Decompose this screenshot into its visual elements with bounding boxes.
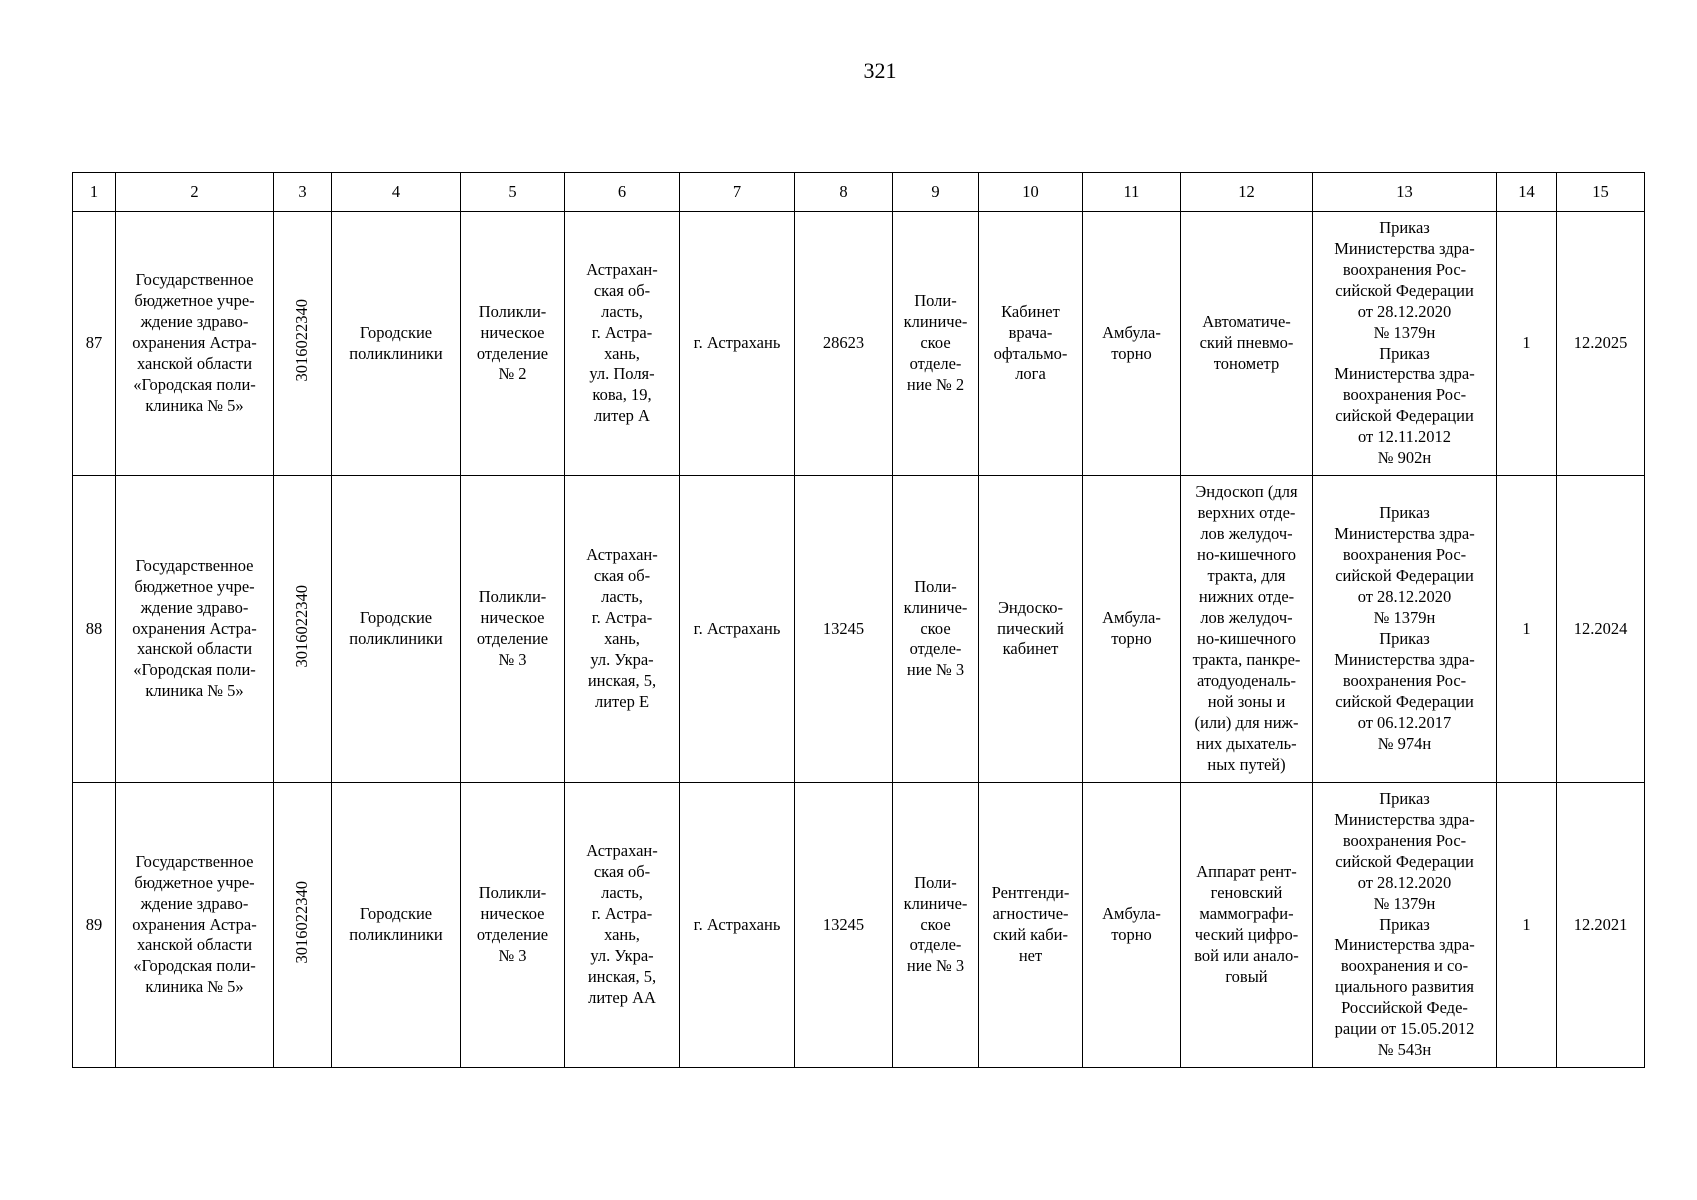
facility-type-text: Городские поликлиники <box>349 322 443 363</box>
orders <box>1313 476 1497 783</box>
header-cell-14: 14 <box>1497 173 1557 212</box>
department-text: Поликли- ническое отделение № 3 <box>476 587 549 669</box>
room <box>979 476 1083 783</box>
room <box>979 783 1083 1068</box>
row-number: 88 <box>73 476 116 783</box>
header-cell-2: 2 <box>116 173 274 212</box>
address-text: Астрахан- ская об- ласть, г. Астра- хань, ул. Укра- инская, 5, литер Е <box>586 545 658 711</box>
table-row <box>73 476 1645 783</box>
equipment <box>1181 783 1313 1068</box>
inn-value: 3016022340 <box>292 880 312 964</box>
code: 13245 <box>795 783 893 1068</box>
address <box>565 212 680 476</box>
room-text: Рентгенди- агностиче- ский каби- нет <box>991 883 1070 965</box>
header-cell-7: 7 <box>680 173 795 212</box>
equipment-table <box>72 172 1645 1068</box>
header-cell-9: 9 <box>893 173 979 212</box>
unit <box>893 476 979 783</box>
care-form-text: Амбула- торно <box>1102 608 1161 648</box>
facility-type-text: Городские поликлиники <box>349 904 443 944</box>
room-text: Эндоско- пический кабинет <box>997 597 1064 659</box>
facility-type-text: Городские поликлиники <box>349 608 443 648</box>
care-form <box>1083 476 1181 783</box>
code: 13245 <box>795 476 893 783</box>
table-header-row <box>73 173 1645 212</box>
room <box>979 212 1083 476</box>
page-number: 321 <box>863 58 897 83</box>
inn-value: 3016022340 <box>292 584 312 668</box>
date: 12.2021 <box>1557 783 1645 1068</box>
header-cell-13: 13 <box>1313 173 1497 212</box>
care-form-text: Амбула- торно <box>1102 904 1161 944</box>
department-text: Поликли- ническое отделение № 3 <box>476 883 549 965</box>
care-form <box>1083 783 1181 1068</box>
inn-value: 3016022340 <box>292 299 312 382</box>
header-cell-1: 1 <box>73 173 116 212</box>
orders-text: Приказ Министерства здра- воохранения Рос- сийской Федерации от 28.12.2020 № 1379н Приказ Министерства здра- воохранения Рос- сийской Федерации от 12.11.2012 № 902н <box>1334 217 1475 468</box>
city: г. Астрахань <box>680 783 795 1068</box>
header-cell-8: 8 <box>795 173 893 212</box>
facility-type <box>332 212 461 476</box>
inn-cell <box>274 212 332 476</box>
inn-cell <box>274 783 332 1068</box>
organization-name-text: Государственное бюджетное учре- ждение здраво- охранения Астра- ханской области «Городская поли- клиника № 5» <box>132 555 257 701</box>
header-cell-5: 5 <box>461 173 565 212</box>
unit-text: Поли- клиниче- ское отделе- ние № 2 <box>903 291 968 394</box>
department-text: Поликли- ническое отделение № 2 <box>476 301 549 384</box>
room-text: Кабинет врача- офтальмо- лога <box>993 301 1068 384</box>
equipment-text: Автоматиче- ский пневмо- тонометр <box>1199 312 1294 373</box>
unit <box>893 212 979 476</box>
orders <box>1313 783 1497 1068</box>
city: г. Астрахань <box>680 476 795 783</box>
row-number: 87 <box>73 212 116 476</box>
table-row <box>73 212 1645 476</box>
care-form-text: Амбула- торно <box>1102 322 1161 363</box>
address-text: Астрахан- ская об- ласть, г. Астра- хань, ул. Поля- кова, 19, литер А <box>586 259 658 426</box>
date: 12.2024 <box>1557 476 1645 783</box>
date: 12.2025 <box>1557 212 1645 476</box>
address <box>565 783 680 1068</box>
department <box>461 783 565 1068</box>
header-cell-6: 6 <box>565 173 680 212</box>
inn-cell <box>274 476 332 783</box>
organization-name-text: Государственное бюджетное учре- ждение здраво- охранения Астра- ханской области «Городская поли- клиника № 5» <box>132 851 257 997</box>
unit-text: Поли- клиниче- ское отделе- ние № 3 <box>903 576 968 680</box>
row-number: 89 <box>73 783 116 1068</box>
address <box>565 476 680 783</box>
city: г. Астрахань <box>680 212 795 476</box>
department <box>461 212 565 476</box>
quantity: 1 <box>1497 783 1557 1068</box>
organization-name <box>116 212 274 476</box>
equipment <box>1181 476 1313 783</box>
header-cell-11: 11 <box>1083 173 1181 212</box>
unit <box>893 783 979 1068</box>
facility-type <box>332 783 461 1068</box>
header-cell-12: 12 <box>1181 173 1313 212</box>
equipment <box>1181 212 1313 476</box>
quantity: 1 <box>1497 476 1557 783</box>
orders <box>1313 212 1497 476</box>
unit-text: Поли- клиниче- ское отделе- ние № 3 <box>903 872 968 976</box>
address-text: Астрахан- ская об- ласть, г. Астра- хань, ул. Укра- инская, 5, литер АА <box>586 841 658 1007</box>
equipment-text: Эндоскоп (для верхних отде- лов желудоч- но-кишечного тракта, для нижних отде- лов желудоч- но-кишечного тракта, панкре- атодуоденаль- ной зоны и (или) для ниж- них дыхатель- ных путей) <box>1192 482 1301 774</box>
header-cell-15: 15 <box>1557 173 1645 212</box>
quantity: 1 <box>1497 212 1557 476</box>
organization-name <box>116 476 274 783</box>
organization-name-text: Государственное бюджетное учре- ждение здраво- охранения Астра- ханской области «Городская поли- клиника № 5» <box>132 270 257 415</box>
table-row <box>73 783 1645 1068</box>
orders-text: Приказ Министерства здра- воохранения Рос- сийской Федерации от 28.12.2020 № 1379н Приказ Министерства здра- воохранения и со- циального развития Российской Феде- рации от 15.05.2012 № 543н <box>1334 788 1475 1060</box>
care-form <box>1083 212 1181 476</box>
department <box>461 476 565 783</box>
organization-name <box>116 783 274 1068</box>
header-cell-10: 10 <box>979 173 1083 212</box>
equipment-text: Аппарат рент- геновский маммографи- ческий цифро- вой или анало- говый <box>1194 862 1299 986</box>
facility-type <box>332 476 461 783</box>
code: 28623 <box>795 212 893 476</box>
header-cell-3: 3 <box>274 173 332 212</box>
header-cell-4: 4 <box>332 173 461 212</box>
orders-text: Приказ Министерства здра- воохранения Рос- сийской Федерации от 28.12.2020 № 1379н Приказ Министерства здра- воохранения Рос- сийской Федерации от 06.12.2017 № 974н <box>1334 503 1475 753</box>
